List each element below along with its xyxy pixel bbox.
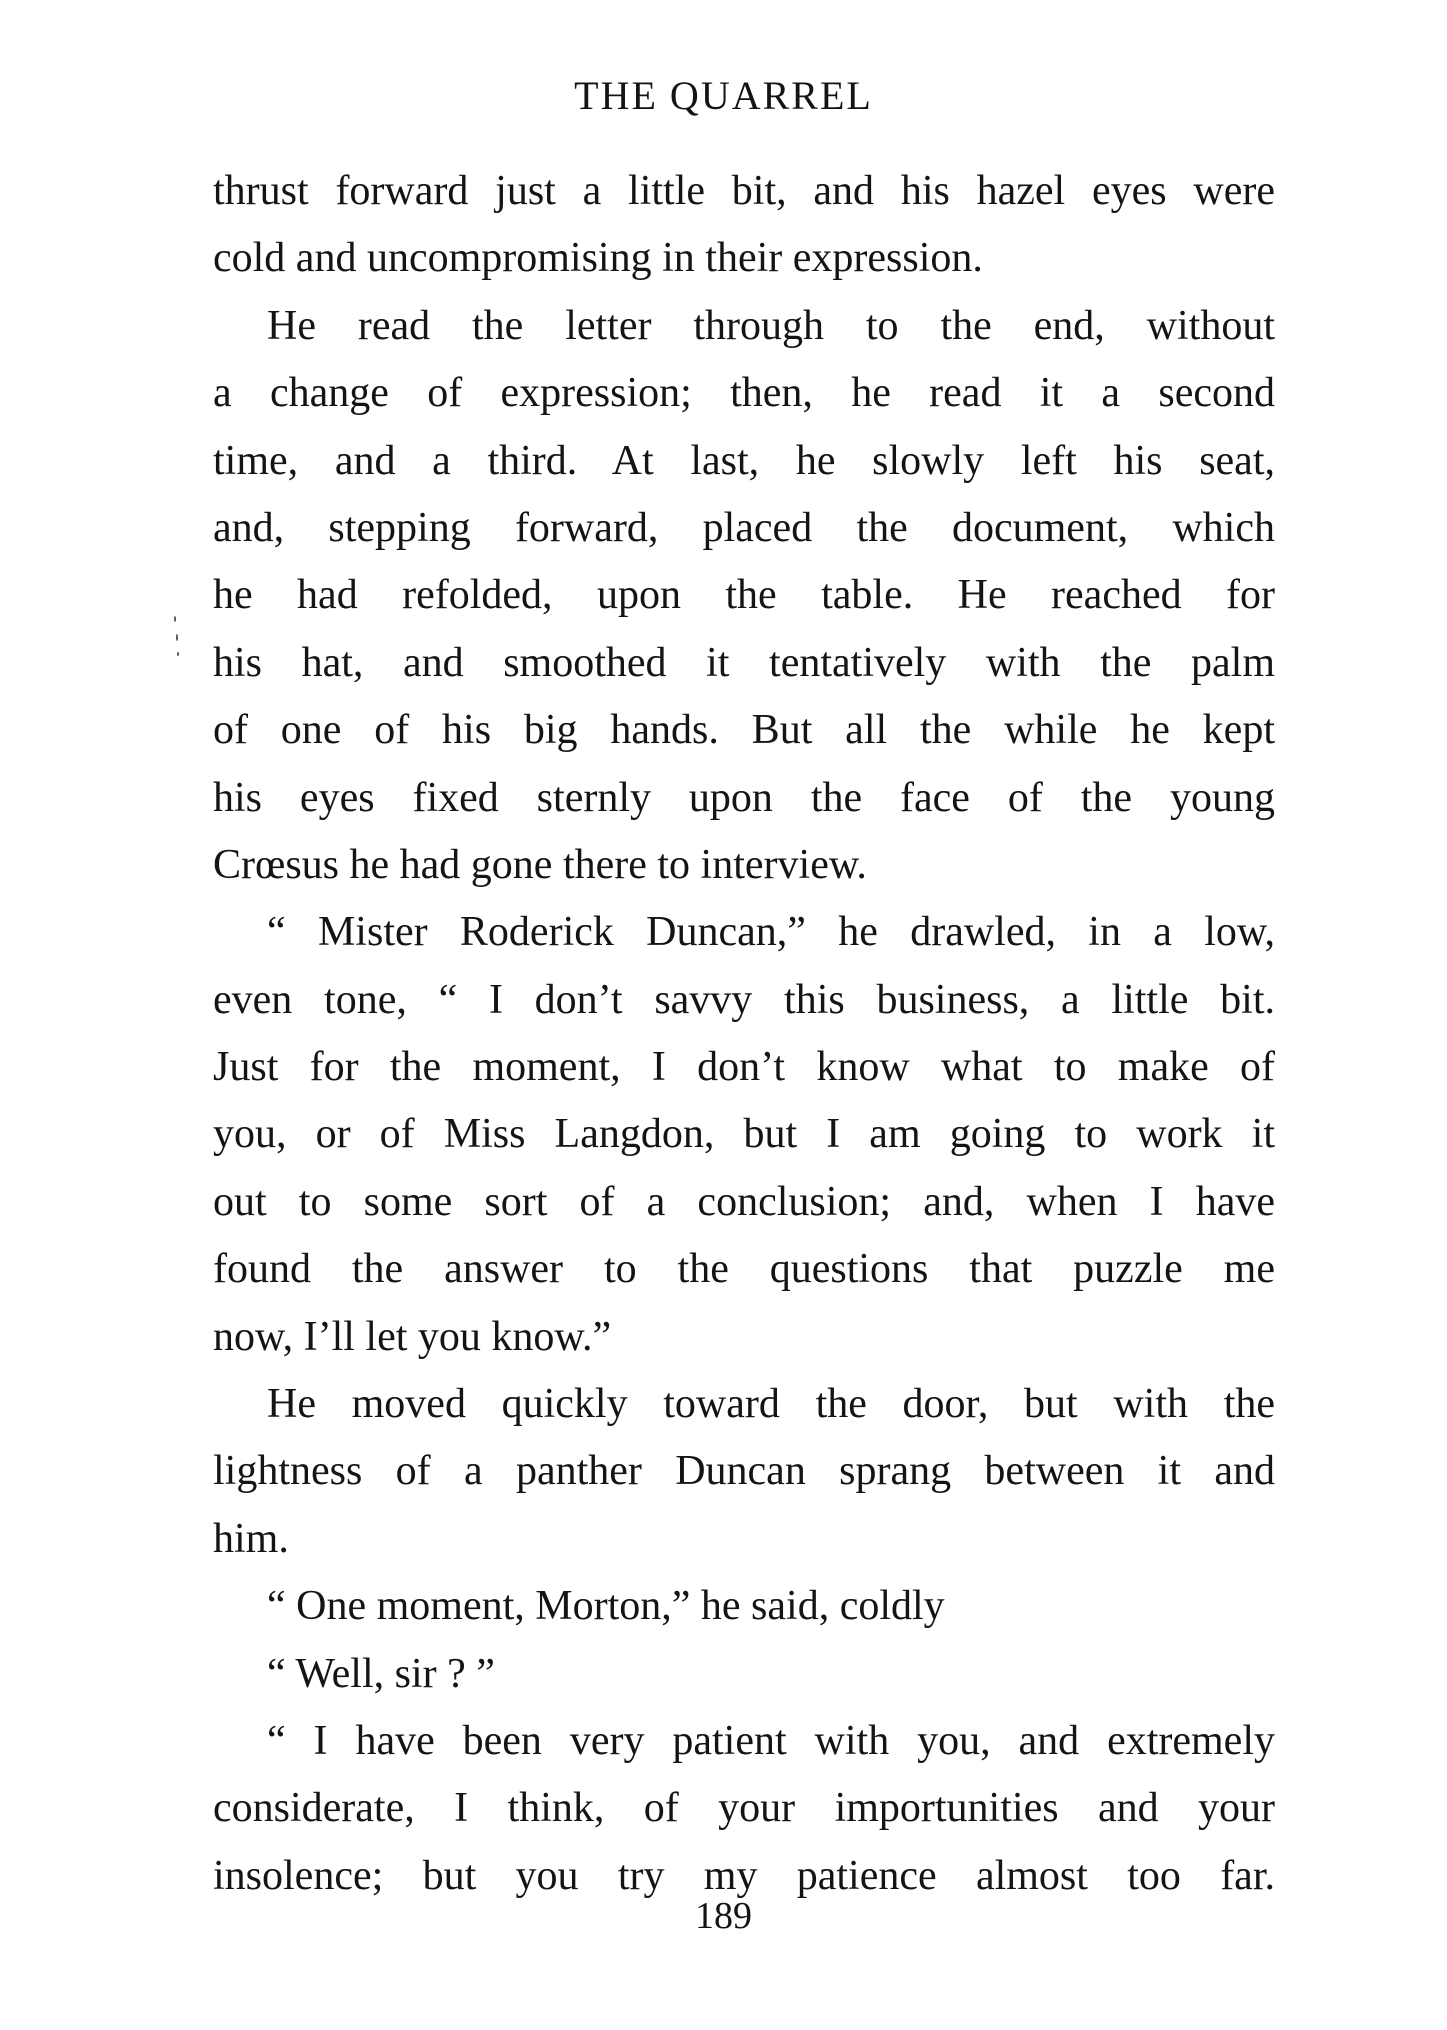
text-line: “ One moment, Morton,” he said, coldly xyxy=(267,1583,945,1630)
text-line: “ I have been very patient with you, and extremely xyxy=(267,1717,1275,1764)
text-line: you, or of Miss Langdon, but I am going to work it xyxy=(213,1111,1275,1158)
text-line: a change of expression; then, he read it a second xyxy=(213,370,1275,417)
text-line: found the answer to the questions that puzzle me xyxy=(213,1246,1275,1293)
text-line: Just for the moment, I don’t know what to make of xyxy=(213,1044,1275,1091)
text-line: he had refolded, upon the table. He reached for xyxy=(213,572,1275,619)
text-line: He moved quickly toward the door, but with the xyxy=(267,1381,1275,1428)
margin-speck xyxy=(174,616,176,622)
text-line: him. xyxy=(213,1515,289,1562)
text-line: He read the letter through to the end, without xyxy=(267,302,1275,349)
text-line: Crœsus he had gone there to interview. xyxy=(213,841,867,888)
text-line: “ Mister Roderick Duncan,” he drawled, in a low, xyxy=(267,909,1275,956)
text-line: insolence; but you try my patience almost too far. xyxy=(213,1852,1275,1899)
text-line: now, I’ll let you know.” xyxy=(213,1313,612,1360)
text-line: his hat, and smoothed it tentatively with the palm xyxy=(213,639,1275,686)
text-line: cold and uncompromising in their expression. xyxy=(213,235,983,282)
page-number: 189 xyxy=(695,1895,752,1937)
text-line: of one of his big hands. But all the while he kept xyxy=(213,707,1275,754)
text-line: “ Well, sir ? ” xyxy=(267,1650,495,1697)
text-line: even tone, “ I don’t savvy this business, a little bit. xyxy=(213,976,1275,1023)
text-line: thrust forward just a little bit, and his hazel eyes were xyxy=(213,168,1275,214)
text-line: time, and a third. At last, he slowly left his seat, xyxy=(213,437,1275,484)
body-text xyxy=(213,158,1275,1910)
text-line: his eyes fixed sternly upon the face of the young xyxy=(213,774,1275,821)
running-head: THE QUARREL xyxy=(574,73,873,118)
margin-speck xyxy=(177,652,179,656)
text-line: lightness of a panther Duncan sprang between it and xyxy=(213,1448,1275,1495)
text-line: out to some sort of a conclusion; and, when I have xyxy=(213,1178,1275,1225)
text-line: and, stepping forward, placed the document, which xyxy=(213,504,1275,551)
margin-speck xyxy=(176,634,178,641)
text-line: considerate, I think, of your importunities and your xyxy=(213,1785,1275,1832)
